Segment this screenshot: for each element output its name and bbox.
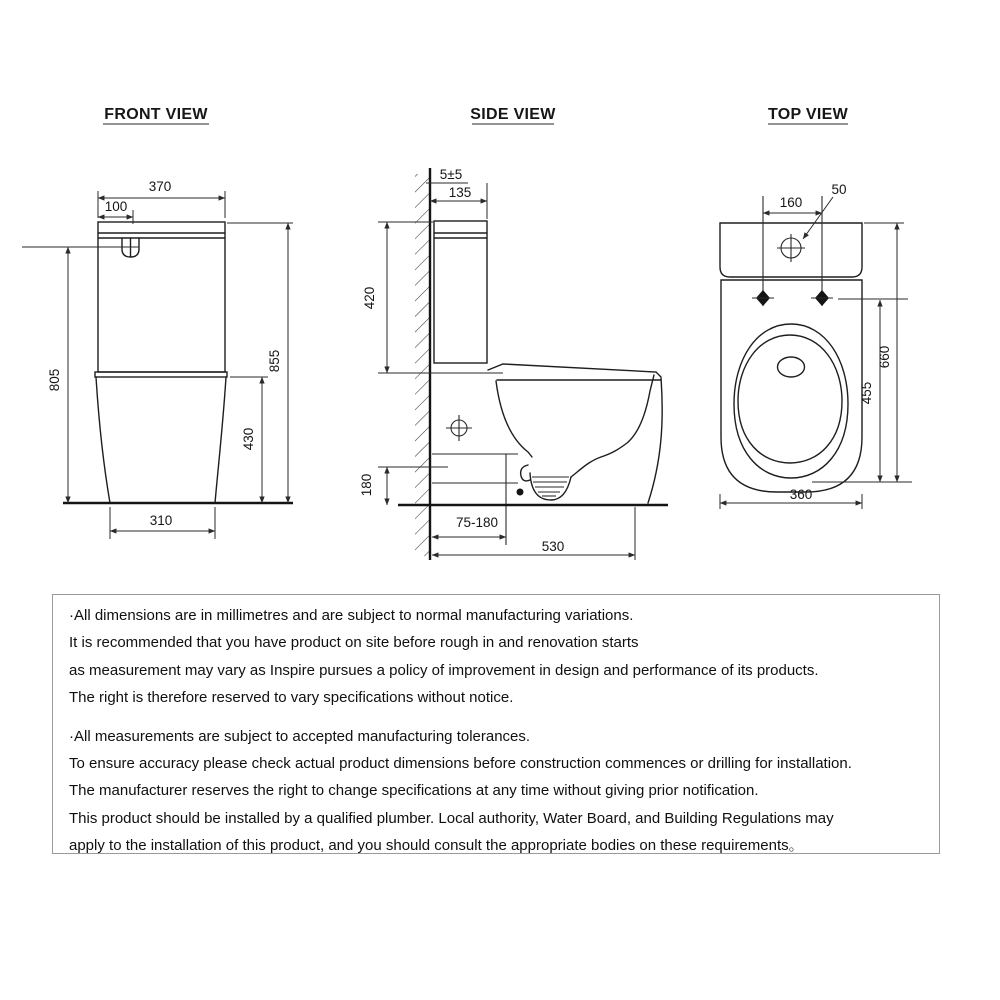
note-line: The right is therefore reserved to vary specifications without notice. <box>69 689 514 707</box>
note-line: ·All measurements are subject to accepted manufacturing tolerances. <box>69 727 531 745</box>
side-view <box>359 106 668 560</box>
side-dim-tank-height <box>362 222 503 373</box>
top-dim-hole-size-label: 50 <box>831 182 847 197</box>
top-dim-pan-width-label: 360 <box>789 487 813 502</box>
front-view-title: FRONT VIEW <box>104 106 208 123</box>
notes-paragraph-2 <box>69 723 929 860</box>
top-fixing-bolt-right-icon <box>811 290 833 306</box>
note-line: To ensure accuracy please check actual product dimensions before construction commences or drilling for installation. <box>69 755 852 773</box>
side-fixing-crosshair-icon <box>446 415 472 441</box>
top-flush-hole <box>778 357 805 377</box>
front-dim-button-offset-label: 100 <box>104 199 128 214</box>
side-dim-outlet-range <box>432 515 506 537</box>
side-view-title: SIDE VIEW <box>470 106 556 123</box>
front-dim-height-to-inlet-label: 805 <box>47 368 62 392</box>
front-dim-base-width-label: 310 <box>149 513 173 528</box>
side-pan-profile <box>488 364 662 503</box>
front-dim-tank-width-label: 370 <box>148 179 172 194</box>
top-dim-total-length-label: 660 <box>877 345 892 369</box>
manufacturer-notes-box <box>52 594 940 854</box>
top-dim-hole-size <box>803 182 847 239</box>
front-dim-base-width <box>110 507 215 539</box>
side-dim-tank-height-label: 420 <box>362 286 377 310</box>
top-dim-pan-width <box>720 487 862 509</box>
top-bowl-inner-oval <box>738 335 842 463</box>
front-dim-pan-height <box>230 377 268 503</box>
side-outlet-zone <box>432 454 518 545</box>
top-fixing-bolt-left-icon <box>752 290 774 306</box>
side-dim-total-depth-label: 530 <box>541 539 565 554</box>
side-dim-tank-depth-label: 135 <box>448 185 472 200</box>
front-dim-pan-height-label: 430 <box>241 427 256 451</box>
top-dim-hole-spacing <box>763 195 822 213</box>
side-outlet-dot <box>517 489 524 496</box>
side-dim-wall-gap-label: 5±5 <box>439 167 463 182</box>
top-dim-seat-hinge-length-label: 455 <box>859 381 874 405</box>
top-inlet-crosshair-icon <box>777 234 805 262</box>
side-dim-wall-gap <box>426 167 468 183</box>
side-dim-tank-depth <box>430 183 487 219</box>
note-line: as measurement may vary as Inspire pursues a policy of improvement in design and performance of its products. <box>69 661 819 679</box>
top-dim-hole-spacing-label: 160 <box>779 195 803 210</box>
side-tank <box>434 221 487 363</box>
side-wall <box>415 168 430 560</box>
top-view <box>720 106 912 509</box>
side-dim-outlet-range-label: 75-180 <box>455 515 499 530</box>
note-line: This product should be installed by a qualified plumber. Local authority, Water Board, and Building Regulations may <box>69 809 834 827</box>
front-dim-button-offset <box>98 199 133 224</box>
note-line: ·All dimensions are in millimetres and are subject to normal manufacturing variations. <box>69 607 634 624</box>
front-dim-height-to-inlet <box>47 247 68 503</box>
note-line: It is recommended that you have product on site before rough in and renovation starts <box>69 634 639 652</box>
top-seat-outer-oval <box>734 324 848 478</box>
front-pan <box>95 372 227 503</box>
front-view <box>22 106 293 539</box>
side-dim-outlet-height <box>359 467 448 505</box>
note-line: apply to the installation of this product, and you should consult the appropriate bodies on these requirements。 <box>69 837 804 855</box>
front-tank <box>98 222 225 372</box>
side-dim-outlet-height-label: 180 <box>359 473 374 497</box>
front-dim-total-height-label: 855 <box>267 349 282 373</box>
top-view-title: TOP VIEW <box>767 106 849 123</box>
front-dim-total-height <box>227 223 293 503</box>
notes-paragraph-1 <box>69 602 929 712</box>
note-line: The manufacturer reserves the right to change specifications at any time without giving prior notification. <box>69 782 759 800</box>
